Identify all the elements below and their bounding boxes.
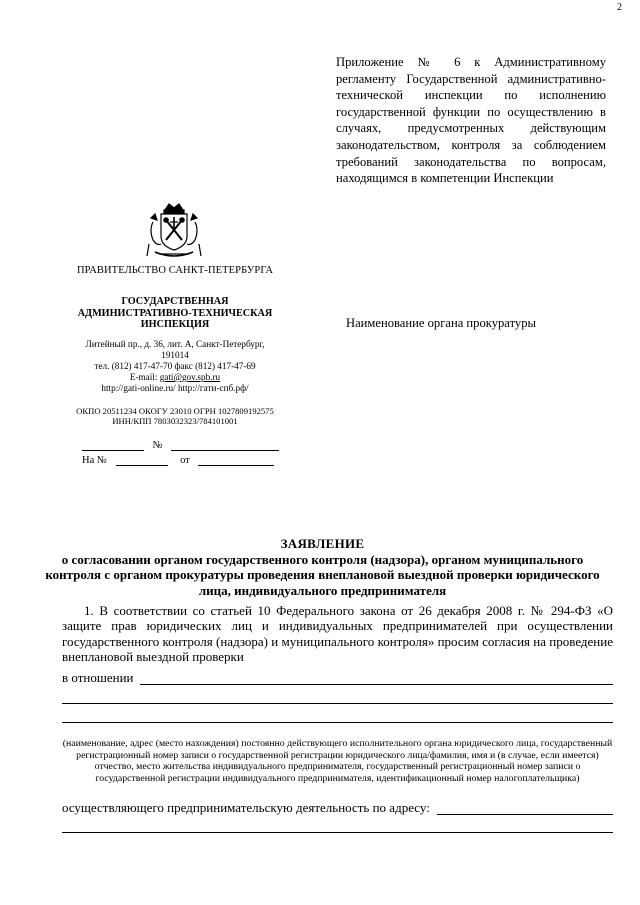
phone-line: тел. (812) 417-47-70 факс (812) 417-47-69 <box>94 361 256 371</box>
reply-to-date-blank[interactable] <box>198 455 274 466</box>
activity-address-field-line2[interactable] <box>62 832 613 833</box>
activity-address-label: осуществляющего предпринимательскую деятельность по адресу: <box>62 800 430 815</box>
st-petersburg-coat-of-arms-icon <box>143 200 205 262</box>
title-subtitle: о согласовании органом государственного контроля (надзора), органом муниципального контроля с органом прокуратуры проведения внеплановой выездной проверки юридического лица, индивидуального предпринимателя <box>45 551 600 598</box>
reply-to-row <box>82 455 282 470</box>
prosecutor-office-label: Наименование органа прокуратуры <box>346 316 536 330</box>
in-relation-field[interactable] <box>140 684 613 685</box>
registry-codes <box>72 406 278 426</box>
address-line2: 191014 <box>161 350 189 360</box>
document-title <box>40 536 605 598</box>
sender-address <box>72 339 278 394</box>
web-line: http://gati-online.ru/ http://гати-спб.рф/ <box>101 383 249 393</box>
number-sign: № <box>152 440 163 451</box>
inspection-name <box>72 296 278 331</box>
inspection-name-line1: ГОСУДАРСТВЕННАЯ <box>121 296 229 307</box>
codes-line2: ИНН/КПП 7803032323/784101001 <box>112 416 238 426</box>
inspection-name-line3: ИНСПЕКЦИЯ <box>140 319 210 330</box>
title-heading: ЗАЯВЛЕНИЕ <box>280 536 365 551</box>
page-number: 2 <box>617 2 622 13</box>
activity-address-field[interactable] <box>437 814 613 815</box>
codes-line1: ОКПО 20511234 ОКОГУ 23010 ОГРН 1027809192575 <box>76 406 274 416</box>
reply-to-number-blank[interactable] <box>116 455 168 466</box>
address-line1: Литейный пр., д. 36, лит. А, Санкт-Петербург, <box>85 339 265 349</box>
appendix-note: Приложение № 6 к Административному регламенту Государственной административно-технической инспекции по исполнению государственной функции по осуществлению в случаях, предусмотренных действующим законодательством, контроля за соблюдением требований законодательства по вопросам, находящимся в компетенции Инспекции <box>336 55 606 186</box>
email-label: E-mail: <box>129 372 160 382</box>
from-label: от <box>180 455 190 466</box>
government-name: ПРАВИТЕЛЬСТВО САНКТ-ПЕТЕРБУРГА <box>76 265 274 276</box>
body-paragraph-1: 1. В соответствии со статьей 10 Федерального закона от 26 декабря 2008 г. № 294-ФЗ «О защите прав юридических лиц и индивидуальных предпринимателей при осуществлении государственного контроля (надзора) и муниципального контроля» просим согласия на проведение внеплановой выездной проверки <box>62 603 613 664</box>
entity-field-line2[interactable] <box>62 703 613 704</box>
registration-block <box>82 440 282 470</box>
email-link[interactable]: gati@gov.spb.ru <box>159 372 221 382</box>
inspection-name-line2: АДМИНИСТРАТИВНО-ТЕХНИЧЕСКАЯ <box>77 307 273 319</box>
entity-field-hint: (наименование, адрес (место нахождения) постоянно действующего исполнительного органа юридического лица, государственный регистрационный номер записи о государственной регистрации юридического лица/фамилия, имя и (в случае, если имеется) отчество, место жительства индивидуального предпринимателя, государственный регистрационный номер записи о государственной регистрации индивидуального предпринимателя, идентификационный номер налогоплательщика) <box>62 738 613 784</box>
outgoing-number-row <box>82 440 282 455</box>
reply-to-label: На № <box>82 455 107 466</box>
entity-field-line3[interactable] <box>62 722 613 723</box>
in-relation-label: в отношении <box>62 670 134 685</box>
outgoing-date-blank[interactable] <box>82 440 144 451</box>
email-line <box>72 372 278 383</box>
outgoing-number-blank[interactable] <box>171 440 279 451</box>
